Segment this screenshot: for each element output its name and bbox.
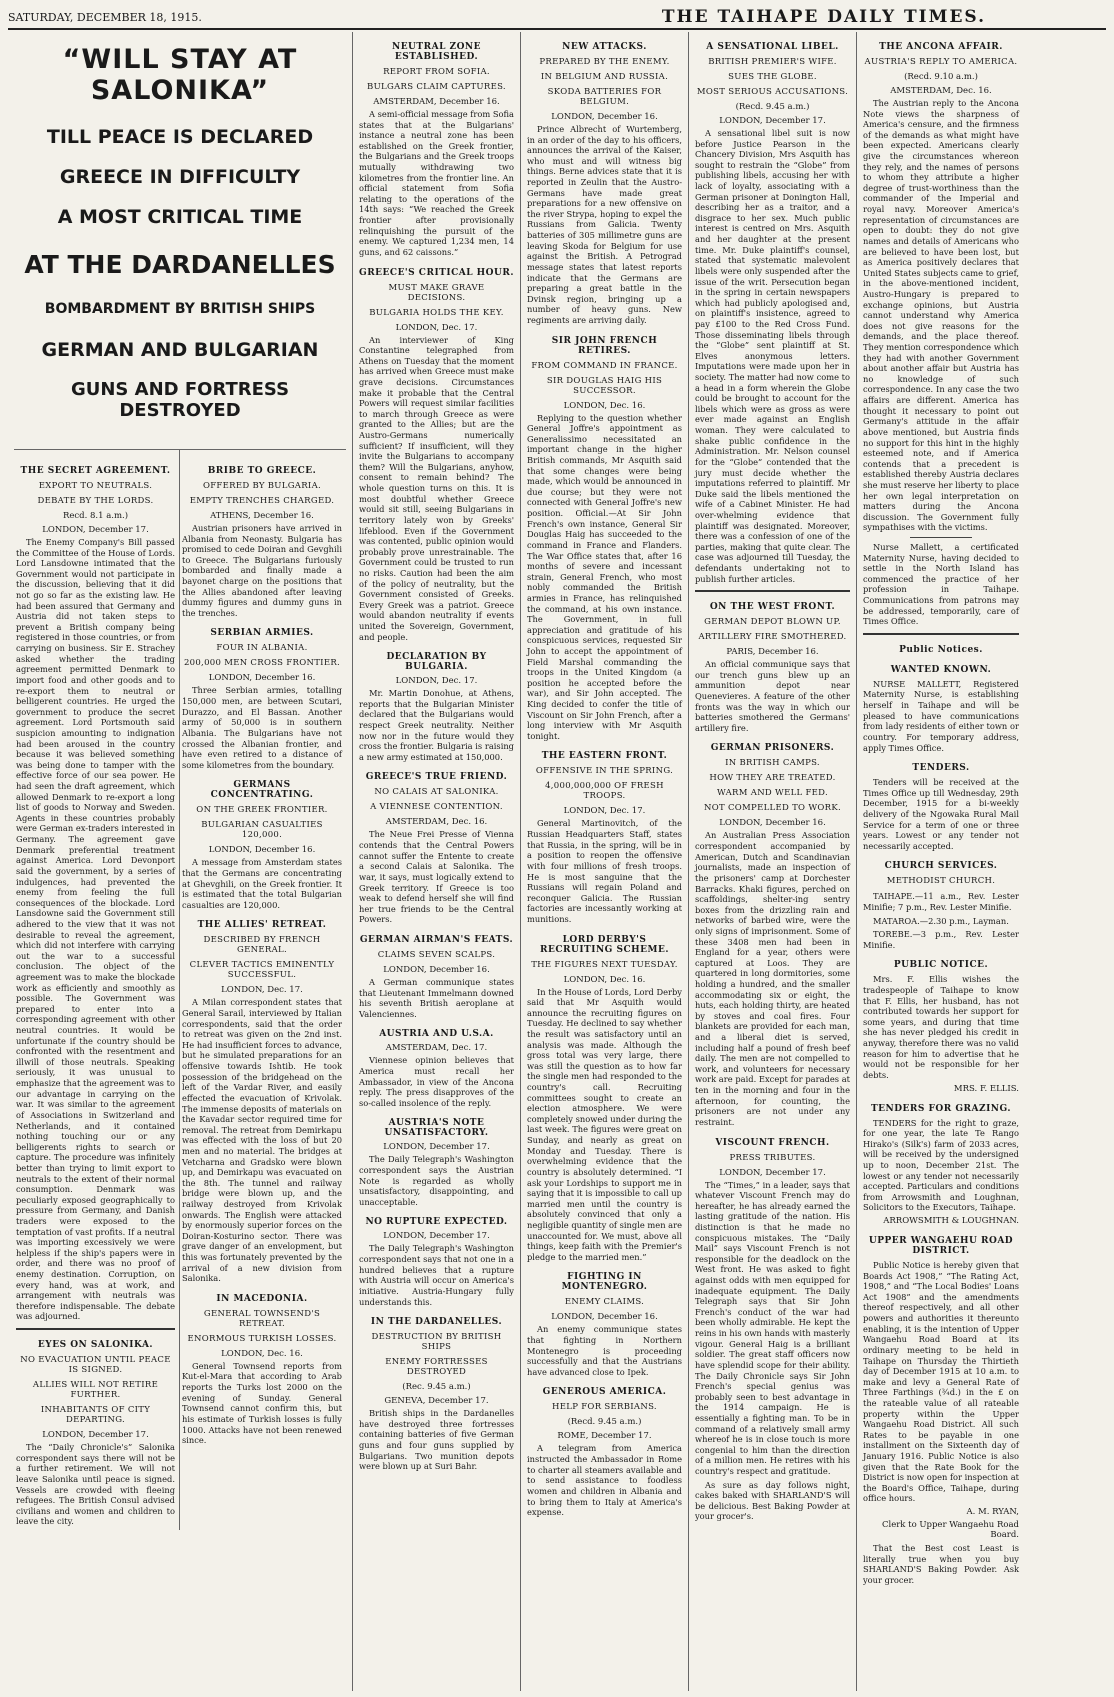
subhead: IN BELGIUM AND RUSSIA. — [540, 72, 669, 82]
subhead: EMPTY TRENCHES CHARGED. — [189, 496, 335, 506]
dateline: PARIS, December 16. — [726, 647, 819, 658]
service-line: MATAROA.—2.30 p.m., Layman. — [873, 915, 1009, 926]
lead-deck-5: BOMBARDMENT BY BRITISH SHIPS — [44, 301, 316, 317]
article-body: The “Daily Chronicle's” Salonika correspondent says there will not be a further retirement. We will not leave Salonika until peace is signed. Vessels are crowded with fleeing refugees. The British Consul advised civilians and women and children to leave the city. — [16, 1442, 175, 1527]
lead-headline: “WILL STAY AT SALONIKA” — [62, 44, 298, 106]
notice-body: Public Notice is hereby given that Boards Act 1908,” “The Rating Act, 1908,” and “The Local Bodies' Loans Act 1908” and the amendments thereof respectively, and all other powers and authorities it thereunto enabling, it is the intention of Upper Wangaehu Road Board at its ordinary meeting to be held in Taihape on Thursday the Thirtieth day of December 1915 at 10 a.m. to make and levy a General Rate of Three Farthings (¾d.) in the £ on the rateable value of all rateable property within the Upper Wangaehu Road District. All such Rates to be payable in one installment on the Sixteenth day of January 1916. Public Notice is also given that the Rate Book for the District is now open for inspection at the Board's Office, Taihape, during office hours. — [863, 1260, 1019, 1504]
article-body: An official communique says that our trench guns blew up an ammunition depot near Quenevieres. A feature of the other fronts was the way in which our batteries smothered the Germans' artillery fire. — [695, 659, 850, 733]
headline: PUBLIC NOTICE. — [893, 960, 989, 971]
notice-body: Tenders will be received at the Times Office up till Wednesday, 29th December, 1915 for a bi-weekly delivery of the Ngowaka Rural Mail Service for a term of one or three years. Lowest or any tender not necessarily accepted. — [863, 777, 1019, 851]
dateline: AMSTERDAM, Dec. 16. — [385, 817, 488, 828]
subhead: SIR DOUGLAS HAIG HIS SUCCESSOR. — [546, 375, 663, 396]
subhead: REPORT FROM SOFIA. — [383, 67, 490, 77]
advertisement: As sure as day follows night, cakes baked with SHARLAND'S will be delicious. Best Baking Powder at your grocer's. — [695, 1479, 850, 1522]
dateline: AMSTERDAM, Dec. 16. — [890, 86, 992, 96]
headline: SIR JOHN FRENCH RETIRES. — [551, 335, 658, 356]
received-time: (Rec. 9.45 a.m.) — [402, 1382, 471, 1393]
bribe-article — [180, 450, 346, 1530]
subhead: NO EVACUATION UNTIL PEACE IS SIGNED. — [20, 1355, 171, 1376]
subhead: BULGARS CLAIM CAPTURES. — [367, 82, 506, 92]
subhead: ARTILLERY FIRE SMOTHERED. — [698, 632, 847, 643]
dateline: LONDON, Dec. 17. — [395, 676, 478, 687]
headline: ON THE WEST FRONT. — [709, 602, 836, 613]
dateline: LONDON, Dec. 17. — [563, 806, 646, 817]
received-time: (Recd. 9.45 a.m.) — [735, 102, 810, 112]
lead-deck-6: GERMAN AND BULGARIAN — [41, 339, 319, 361]
article-body: An enemy communique states that fighting in Northern Montenegro is proceeding successfully and that the Austrians have advanced close to Ipek. — [527, 1324, 682, 1377]
article-body: Three Serbian armies, totalling 150,000 men, are between Scutari, Durazzo, and El Bassan. Another army of 50,000 is in southern Albania. The Bulgarians have not crossed the Albanian frontier, and have even retired to a distance of some kilometres from the boundary. — [182, 685, 342, 770]
dateline: GENEVA, December 17. — [384, 1396, 489, 1407]
article-body: The Neue Frei Presse of Vienna contends that the Central Powers cannot suffer the Entente to create a second Calais at Salonika. The war, it says, must logically extend to Greek territory. If Greece is too weak to defend herself she will find her true friends to be the Central Powers. — [359, 829, 514, 925]
lead-deck-3: A MOST CRITICAL TIME — [57, 206, 303, 228]
column-6 — [857, 32, 1025, 1691]
article-body: Mr. Martin Donohue, at Athens, reports that the Bulgarian Minister declared that the Bulgarians would respect Greek neutrality. Neither now nor in the future would they cross the frontier. Bulgaria is raising a new army estimated at 150,000. — [359, 688, 514, 762]
notice-body: Mrs. F. Ellis wishes the tradespeople of Taihape to know that F. Ellis, her husband, has not contributed towards her support for some years, and during that time she has never pledged his credit in anyway, therefore there was no valid reason for him to advertise that he would not be responsible for her debts. — [863, 974, 1019, 1080]
signature: MRS. F. ELLIS. — [953, 1083, 1019, 1094]
headline: CHURCH SERVICES. — [884, 861, 998, 872]
subhead: 200,000 MEN CROSS FRONTIER. — [183, 658, 341, 669]
article-body: A semi-official message from Sofia states that at the Bulgarians' instance a neutral zone has been established on the Greek frontier, the Bulgarians and the Greek troops mutually withdrawing two kilometres from the frontier line. An official statement from Sofia relating to the operations of the 14th says: “We reached the Greek frontier after provisionally relinquishing the pursuit of the enemy. We captured 1,234 men, 14 guns, and 62 caissons.” — [359, 109, 514, 257]
subhead: CLEVER TACTICS EMINENTLY SUCCESSFUL. — [189, 960, 335, 981]
subhead: ENEMY FORTRESSES DESTROYED — [385, 1357, 488, 1378]
dateline: LONDON, December 16. — [208, 673, 316, 684]
subhead: SUES THE GLOBE. — [728, 72, 817, 82]
subhead: WARM AND WELL FED. — [717, 788, 828, 799]
headline: GREECE'S CRITICAL HOUR. — [359, 267, 514, 278]
headline: FIGHTING IN MONTENEGRO. — [561, 1272, 648, 1293]
subhead: GENERAL TOWNSEND'S RETREAT. — [203, 1308, 321, 1329]
column-3 — [353, 32, 521, 1691]
column-5 — [689, 32, 857, 1691]
received-time: Recd. 8.1 a.m.) — [62, 511, 129, 521]
subhead: SKODA BATTERIES FOR BELGIUM. — [547, 87, 662, 107]
headline: TENDERS FOR GRAZING. — [870, 1103, 1012, 1114]
dateline: LONDON, December 17. — [719, 1167, 826, 1178]
column-4 — [521, 32, 689, 1691]
headline: TENDERS. — [912, 763, 970, 774]
headline: A SENSATIONAL LIBEL. — [706, 42, 839, 52]
subhead: INHABITANTS OF CITY DEPARTING. — [40, 1405, 151, 1426]
headline: SERBIAN ARMIES. — [210, 628, 314, 639]
article-body: An interviewer of King Constantine telegraphed from Athens on Tuesday that the moment has arrived when Greece must make grave decisions. Circumstances make it probable that the Central Powers will request similar facilities to march through Greece as were granted to the Allies; but are the Austro-Germans numerically sufficient? If insufficient, will they invite the Bulgarians to accompany them? Will the Bulgarians, anyhow, consent to remain behind? The whole question turns on this. It is most doubtful whether Greece would sit still, seeing Bulgarians in territory lately won by Greeks' lifeblood. Even if the Government was contented, public opinion would probably prove unrestrainable. The Government could be trusted to run no risks. Caution had been the aim of the policy of neutrality, but the Government consisted of Greeks. Every Greek was a patriot. Greece would abandon neutrality if events united the Sovereign, Government, and people. — [359, 334, 514, 642]
subhead: PREPARED BY THE ENEMY. — [539, 57, 670, 67]
article-body: Prince Albrecht of Wurtemberg, in an order of the day to his officers, announces the arrival of the Kaiser, who must and will witness big things. Berne advices state that it is reported in Zeulin that the Austro-Germans have made great preparations for a new offensive on the river Strypa, hoping to expel the Russians from Galicia. Twenty batteries of 305 millimetre guns are leaving Skoda for Belgium for use against the British. A Petrograd message states that latest reports indicate that the Germans are preparing a great battle in the Dvinsk region, bringing up a number of heavy guns. New regiments are arriving daily. — [527, 124, 682, 325]
section-heading: Public Notices. — [899, 644, 983, 655]
signature: A. M. RYAN, — [966, 1507, 1019, 1518]
received-time: (Recd. 9.10 a.m.) — [904, 72, 978, 82]
headline: GERMAN AIRMAN'S FEATS. — [359, 934, 514, 945]
headline: THE ALLIES' RETREAT. — [197, 920, 327, 931]
subhead: HELP FOR SERBIANS. — [552, 1402, 657, 1413]
subhead: ENEMY CLAIMS. — [564, 1297, 645, 1308]
subhead: BRITISH PREMIER'S WIFE. — [708, 57, 837, 67]
article-body: The Enemy Company's Bill passed the Committee of the House of Lords. Lord Lansdowne intimated that the Government would not participate in the discussion, believing that it did not go so far as the existing law. He had been assured that Germany and Austria did not taken steps to prevent a British company being registered in those countries, or from carrying on business. Sir E. Strachey asked whether the trading agreement permitted Denmark to import food and other goods and to re-export them to neutral or belligerent countries. He urged the government to produce the secret agreement. Lord Portsmouth said suspicion amounting to indignation had been aroused in the country because it was believed something was being done to tamper with the effective force of our sea power. He had seen the draft agreement, which allowed Denmark to re-export a long list of goods to Norway and Sweden. Agents in these countries probably were German ex-traders interested in Germany. The agreement gave Denmark preferential treatment against America. Lord Devonport said the government, by a series of indulgences, had prevented the enemy from feeling the full consequences of the blockade. Lord Lansdowne said the Government still adhered to the view that it was not desirable to reveal the agreement, which did not interfere with carrying out the war to a successful conclusion. The object of the agreement was to make the blockade work as efficiently and smoothly as possible. The Government was prepared to enter into a corresponding agreement with other neutral countries. It would be unfortunate if the country should be confronted with the resentment and illwill of those neutrals. Speaking seriously, it was unusual to emphasize that the agreement was to our advantage in carrying on the war. It was similar to the agreement of Associations in Switzerland and Netherlands, and it contained nothing touching our or any belligerents rights to search or capture. The procedure was infinitely better than trying to limit export to neutrals to the extent of their normal consumption. Denmark was peculiarly exposed geographically to pressure from Germany, and Danish traders were exposed to the temptation of vast profits. If a neutral was importing excessively we were helpless if the ship's papers were in order, and there was no proof of enemy destination. Corruption, on every hand, was at work, and arrangement with neutrals was therefore indispensable. The debate was adjourned. — [16, 537, 175, 1322]
notice-body: TENDERS for the right to graze, for one year, the late Te Rango Hirako's (Silk's) farm of 2033 acres, will be received by the undersigned up to noon, December 21st. The lowest or any tender not necessarily accepted. Particulars and conditions from Arrowsmith and Loughnan, Solicitors to the Executors, Taihape. — [863, 1117, 1019, 1213]
dateline: LONDON, Dec. 17. — [221, 985, 303, 996]
article-body: An Australian Press Association correspondent accompanied by American, Dutch and Scandinavian journalists, made an inspection of the prisoners' camp at Dorchester Barracks. Khaki figures, perched on scaffoldings, shelter-ing sentry boxes from the drizzling rain and networks of barbed wire, were the only signs of imprisonment. Some of these 3408 men had been in England for a year, others were captured at Loos. They are quartered in long dormitories, some holding a hundred, and the smaller accommodating six or eight, the huts, each holding thirty, are heated by stoves and coal fires. Four blankets are provided for each man, and a liberal diet is served, including half a pound of fresh beef daily. The men are not compelled to work, and volunteers for necessary work are paid. Except for parades at ten in the morning and four in the afternoon, for counting, the prisoners are not under any restraint. — [695, 830, 850, 1127]
dateline: LONDON, December 17. — [383, 1142, 490, 1153]
headline: AUSTRIA'S NOTE UNSATISFACTORY. — [384, 1118, 489, 1139]
article-body: The Daily Telegraph's Washington correspondent says the Austrian Note is regarded as wholly unsatisfactory, disappointing, and unacceptable. — [359, 1154, 514, 1207]
article-body: A German communique states that Lieutenant Immelmann downed his seventh British aeroplane at Valenciennes. — [359, 976, 514, 1019]
subhead: ALLIES WILL NOT RETIRE FURTHER. — [32, 1380, 159, 1401]
subhead: HOW THEY ARE TREATED. — [709, 773, 836, 784]
subhead: BULGARIAN CASUALTIES 120,000. — [201, 820, 323, 841]
subhead: BULGARIA HOLDS THE KEY. — [369, 307, 504, 318]
subhead: CLAIMS SEVEN SCALPS. — [377, 949, 496, 960]
received-time: (Recd. 9.45 a.m.) — [567, 1417, 642, 1428]
dateline: LONDON, December 17. — [42, 525, 149, 535]
subhead: ON THE GREEK FRONTIER. — [196, 805, 328, 816]
masthead — [8, 6, 1106, 30]
lead-deck-2: GREECE IN DIFFICULTY — [59, 166, 301, 188]
article-body: A sensational libel suit is now before Justice Pearson in the Chancery Division, Mrs Asquith has sought to restrain the “Globe” from publishing libels, accusing her with lack of loyalty, associating with a German prisoner at Donington Hall, describing her as a traitor, and a disgrace to her sex. Much public interest is centred on Mrs. Asquith and her daughter at the present time. Mr. Duke plaintiff's counsel, stated that systematic malevolent libels were only suspended after the issue of the writ. Persecution began in the spring in certain newspapers which had publicly apologised and, on plaintiff's insistence, agreed to pay £100 to the Red Cross Fund. Those disseminating libels through the “Globe” sent plaintiff at St. Elves anonymous letters. Imputations were made upon her in society. The matter had now come to a head in a form wherein the Globe could be brought to account for the libels which were as gross as were ever made against an English woman. They were calculated to shake public confidence in the Administration. Mr. Nelson counsel for the “Globe” contended that the jury must decide whether the imputations referred to plaintiff. Mr Duke said the libels mentioned the wife of a Cabinet Minister. He had over-whelming evidence that plaintiff was designated. Moreover, there was a confession of one of the parties, making that quite clear. The case was adjourned till Tuesday, the defendants undertaking not to publish further articles. — [695, 128, 850, 584]
article-body: The “Times,” in a leader, says that whatever Viscount French may do hereafter, he has already earned the lasting gratitude of the nation. His distinction is that he made no conspicuous mistakes. The “Daily Mail” says Viscount French is not responsible for the deadlock on the West front. He was asked to fight against odds with men equipped for inadequate equipment. The Daily Telegraph says that Sir John French's conduct of the war had been wholly admirable. He kept the reins in his own hands with masterly vigour. General Haig is a brilliant soldier. The great staff officers now have splendid scope for their ability. The Daily Chronicle says Sir John French's special genius was probably seen to best advantage in the 1914 campaign. He is essentially a fighting man. To be in command of a relatively small army whereof he is in close touch is more congenial to him than the direction of a million men. He retires with his country's respect and gratitude. — [695, 1179, 850, 1476]
headline: GENEROUS AMERICA. — [542, 1387, 667, 1398]
headline: WANTED KNOWN. — [890, 664, 992, 675]
dateline: LONDON, December 16. — [551, 1312, 658, 1323]
headline: BRIBE TO GREECE. — [207, 466, 317, 476]
subhead: GERMAN DEPOT BLOWN UP. — [704, 617, 841, 628]
dateline: LONDON, December 17. — [383, 1231, 490, 1242]
article-body: Replying to the question whether General Joffre's appointment as Generalissimo necessitated an important change in the higher British commands, Mr Asquith said that some changes were being made, which would be announced in due course; but they were not connected with General Joffre's new position. Official.—At Sir John French's own instance, General Sir Douglas Haig has succeeded to the command in France and Flanders. The War Office states that, after 16 months of severe and incessant strain, General French, who most nobly commanded the British armies in France, has relinquished the command, at his own instance. The Government, in full appreciation and gratitude of his conspicuous services, requested Sir John to accept the appointment of Field Marshal commanding the troops in the United Kingdom (a position he accepted before the war), and Sir John accepted. The King decided to confer the title of Viscount on Sir John French, after a long interview with Mr Asquith tonight. — [527, 412, 682, 741]
subhead: A VIENNESE CONTENTION. — [370, 802, 503, 813]
subhead: AUSTRIA'S REPLY TO AMERICA. — [864, 57, 1018, 67]
lead-column — [8, 32, 353, 1691]
dateline: LONDON, December 17. — [42, 1430, 149, 1441]
newspaper-title: THE TAIHAPE DAILY TIMES. — [661, 7, 986, 27]
dateline: ATHENS, December 16. — [210, 511, 314, 521]
subhead: METHODIST CHURCH. — [886, 876, 996, 887]
headline: AUSTRIA AND U.S.A. — [379, 1029, 494, 1040]
subhead: FOUR IN ALBANIA. — [216, 643, 308, 654]
subhead: OFFENSIVE IN THE SPRING. — [535, 766, 674, 777]
dateline: LONDON, December 16. — [719, 818, 826, 829]
signature-title: Clerk to Upper Wangaehu Road Board. — [881, 1520, 1019, 1541]
article-body: Austrian prisoners have arrived in Albania from Neonasty. Bulgaria has promised to cede Doiran and Gevghili to Greece. The Bulgarians furiously bombarded and finally made a bayonet charge on the positions that the Allies abandoned after leaving dummy figures and dummy guns in the trenches. — [182, 523, 342, 618]
dateline: AMSTERDAM, Dec. 17. — [385, 1043, 488, 1054]
lead-deck-1: TILL PEACE IS DECLARED — [46, 126, 314, 148]
article-body: The Austrian reply to the Ancona Note views the sharpness of America's censure, and the firmness of the demands as what might have been expected. Americans clearly give the circumstances whereon they rely, and the names of persons to whom they attribute a higher degree of trust-worthiness than the commander of the Imperial and royal navy. Moreover America's representation of circumstances are open to doubt: they do not give names and details of Americans who are believed to have been lost, but as America positively declares that United States subjects came to grief, in the above-mentioned incident, Austro-Hungary is prepared to exchange opinions, but Austria cannot understand why America does not give reasons for the demands, and the place thereof. They mention correspondence which they had with another Government about another affair but Austria has no knowledge of such correspondence. In any case the two affairs are different. America has thought it necessary to point out Germany's attitude in the affair above mentioned, but Austria finds no support for this hint in the highly esteemed note, and if America contends that a precedent is established thereby Austria declares she must reserve her liberty to place her own legal interpretation on matters during the Ancona discussion. The Government fully sympathises with the victims. — [863, 98, 1019, 533]
issue-date: SATURDAY, DECEMBER 18, 1915. — [8, 10, 202, 24]
subhead: ENORMOUS TURKISH LOSSES. — [187, 1333, 337, 1344]
headline: DECLARATION BY BULGARIA. — [386, 652, 487, 673]
headline: IN THE DARDANELLES. — [370, 1317, 503, 1328]
subhead: NO CALAIS AT SALONIKA. — [374, 787, 499, 798]
service-line: TAIHAPE.—11 a.m., Rev. Lester Minifie; 7 p.m., Rev. Lester Minifie. — [863, 891, 1019, 912]
dateline: LONDON, December 16. — [551, 112, 658, 122]
headline: NO RUPTURE EXPECTED. — [365, 1217, 508, 1228]
article-body: A message from Amsterdam states that the Germans are concentrating at Ghevghili, on the Greek frontier. It is estimated that the total Bulgarian casualties are 120,000. — [182, 857, 342, 910]
notice-body: NURSE MALLETT, Registered Maternity Nurse, is establishing herself in Taihape and will be pleased to have communications from lady residents of either town or country. For temporary address, apply Times Office. — [863, 678, 1019, 753]
headline: THE EASTERN FRONT. — [541, 751, 668, 762]
article-body: In the House of Lords, Lord Derby said that Mr Asquith would announce the recruiting figures on Tuesday. He declined to say whether the result was satisfactory until an analysis was made. Although the gross total was very large, there was still the question as to how far the single men had responded to the country's call. Recruiting committees sought to create an election atmosphere. We were completely snowed under during the last week. The figures were great on Sunday, and nearly as great on Monday and Tuesday. There is overwhelming evidence that the country is absolutely determined. “I ask your Lordships to support me in saying that it is impossible to call up married men until the country is absolutely convinced that only a negligible quantity of single men are unaccounted for. We must, above all things, keep faith with the Premier's pledge to the married men.” — [527, 986, 682, 1262]
headline: IN MACEDONIA. — [216, 1293, 308, 1304]
dateline: LONDON, Dec. 16. — [563, 974, 646, 985]
dateline: LONDON, December 16. — [208, 845, 316, 856]
dateline: LONDON, Dec. 16. — [221, 1348, 303, 1359]
subhead: THE FIGURES NEXT TUESDAY. — [531, 959, 678, 970]
subhead: IN BRITISH CAMPS. — [725, 758, 820, 769]
article-body: Nurse Mallett, a certificated Maternity Nurse, having decided to settle in the North Island has commenced the practice of her profession in Taihape. Communications from patrons may be addressed, temporarily, care of Times Office. — [863, 541, 1019, 627]
subhead: MUST MAKE GRAVE DECISIONS. — [388, 282, 485, 303]
dateline: LONDON, Dec. 16. — [563, 400, 646, 411]
article-body: Viennese opinion believes that America must recall her Ambassador, in view of the Ancona reply. The press disapproves of the so-called insolence of the reply. — [359, 1055, 514, 1108]
dateline: LONDON, December 16. — [383, 964, 490, 975]
headline: THE ANCONA AFFAIR. — [879, 42, 1003, 52]
subhead: NOT COMPELLED TO WORK. — [704, 803, 841, 814]
lead-deck-7: GUNS AND FORTRESS DESTROYED — [70, 379, 290, 421]
dateline: LONDON, December 17. — [719, 116, 826, 126]
article-body: The Daily Telegraph's Washington correspondent says that not one in a hundred believes that a rupture with Austria will occur on America's initiative. Austria-Hungary fully understands this. — [359, 1243, 514, 1307]
article-body: General Martinovitch, of the Russian Headquarters Staff, states that Russia, in the spring, will be in a position to reopen the offensive with four millions of fresh troops. He is most sanguine that the Russians will regain Poland and reconquer Galicia. The Russian factories are incessantly working at munitions. — [527, 818, 682, 924]
subhead: DESTRUCTION BY BRITISH SHIPS — [371, 1332, 502, 1353]
headline: NEW ATTACKS. — [562, 42, 647, 52]
service-line: TOREBE.—3 p.m., Rev. Lester Minifie. — [863, 929, 1019, 950]
headline: GERMANS CONCENTRATING. — [210, 780, 314, 801]
dateline: AMSTERDAM, December 16. — [373, 97, 500, 107]
headline: LORD DERBY'S RECRUITING SCHEME. — [540, 934, 669, 955]
article-body: A Milan correspondent states that General Sarail, interviewed by Italian correspondents, said that the order to retreat was given on the 2nd inst. He had insufficient forces to advance, but he simulated preparations for an offensive towards Ishtib. He took possession of the bridgehead on the left of the Vardar River, and easily effected the evacuation of Krivolak. The immense deposits of materials on the Kavadar sector required time for removal. The retreat from Demirkapu was effected with the loss of but 20 men and no material. The bridges at Vetcharna and Gradsko were blown up, and Demirkapu was evacuated on the 8th. The tunnel and railway bridge were blown up, and the railway destroyed from Krivolak onwards. The English were attacked by enormously superior forces on the Doiran-Kosturino sector. There was grave danger of an envelopment, but this was fortunately prevented by the arrival of a new division from Salonika. — [182, 997, 342, 1284]
dateline: LONDON, Dec. 17. — [395, 322, 478, 333]
subhead: 4,000,000,000 OF FRESH TROOPS. — [545, 781, 664, 802]
article-body: General Townsend reports from Kut-el-Mara that according to Arab reports the Turks lost 2000 on the evening of Sunday. General Townsend cannot confirm this, but his estimate of Turkish losses is fully 1000. Attacks have not been renewed since. — [182, 1360, 342, 1446]
subhead: DESCRIBED BY FRENCH GENERAL. — [203, 935, 321, 956]
headline: GREECE'S TRUE FRIEND. — [365, 772, 508, 783]
subhead: OFFERED BY BULGARIA. — [202, 481, 322, 491]
headline: GERMAN PRISONERS. — [710, 743, 835, 754]
lead-deck-4: AT THE DARDANELLES — [24, 250, 336, 279]
dateline: ROME, December 17. — [557, 1431, 652, 1442]
headline: THE SECRET AGREEMENT. — [20, 466, 171, 476]
secret-agreement-article — [14, 450, 180, 1530]
headline: UPPER WANGAEHU ROAD DISTRICT. — [868, 1236, 1014, 1257]
subhead: DEBATE BY THE LORDS. — [37, 496, 154, 506]
advertisement: That the Best cost Least is literally true when you buy SHARLAND'S Baking Powder. Ask your grocer. — [863, 1543, 1019, 1585]
headline: VISCOUNT FRENCH. — [715, 1137, 830, 1148]
subhead: MOST SERIOUS ACCUSATIONS. — [696, 87, 849, 97]
subhead: PRESS TRIBUTES. — [729, 1152, 816, 1163]
article-body: British ships in the Dardanelles have destroyed three fortresses containing batteries of five German guns and four guns supplied by Bulgarians. Two munition depots were blown up at Suri Bahr. — [359, 1408, 514, 1472]
headline: EYES ON SALONIKA. — [37, 1340, 154, 1351]
headline: NEUTRAL ZONE ESTABLISHED. — [391, 42, 482, 62]
subhead: FROM COMMAND IN FRANCE. — [531, 360, 678, 371]
article-body: A telegram from America instructed the Ambassador in Rome to charter all steamers available and to send assistance to foodless women and children in Albania and to bring them to Italy at America's expense. — [527, 1443, 682, 1518]
subhead: EXPORT TO NEUTRALS. — [38, 481, 153, 491]
signature: ARROWSMITH & LOUGHNAN. — [883, 1216, 1019, 1227]
